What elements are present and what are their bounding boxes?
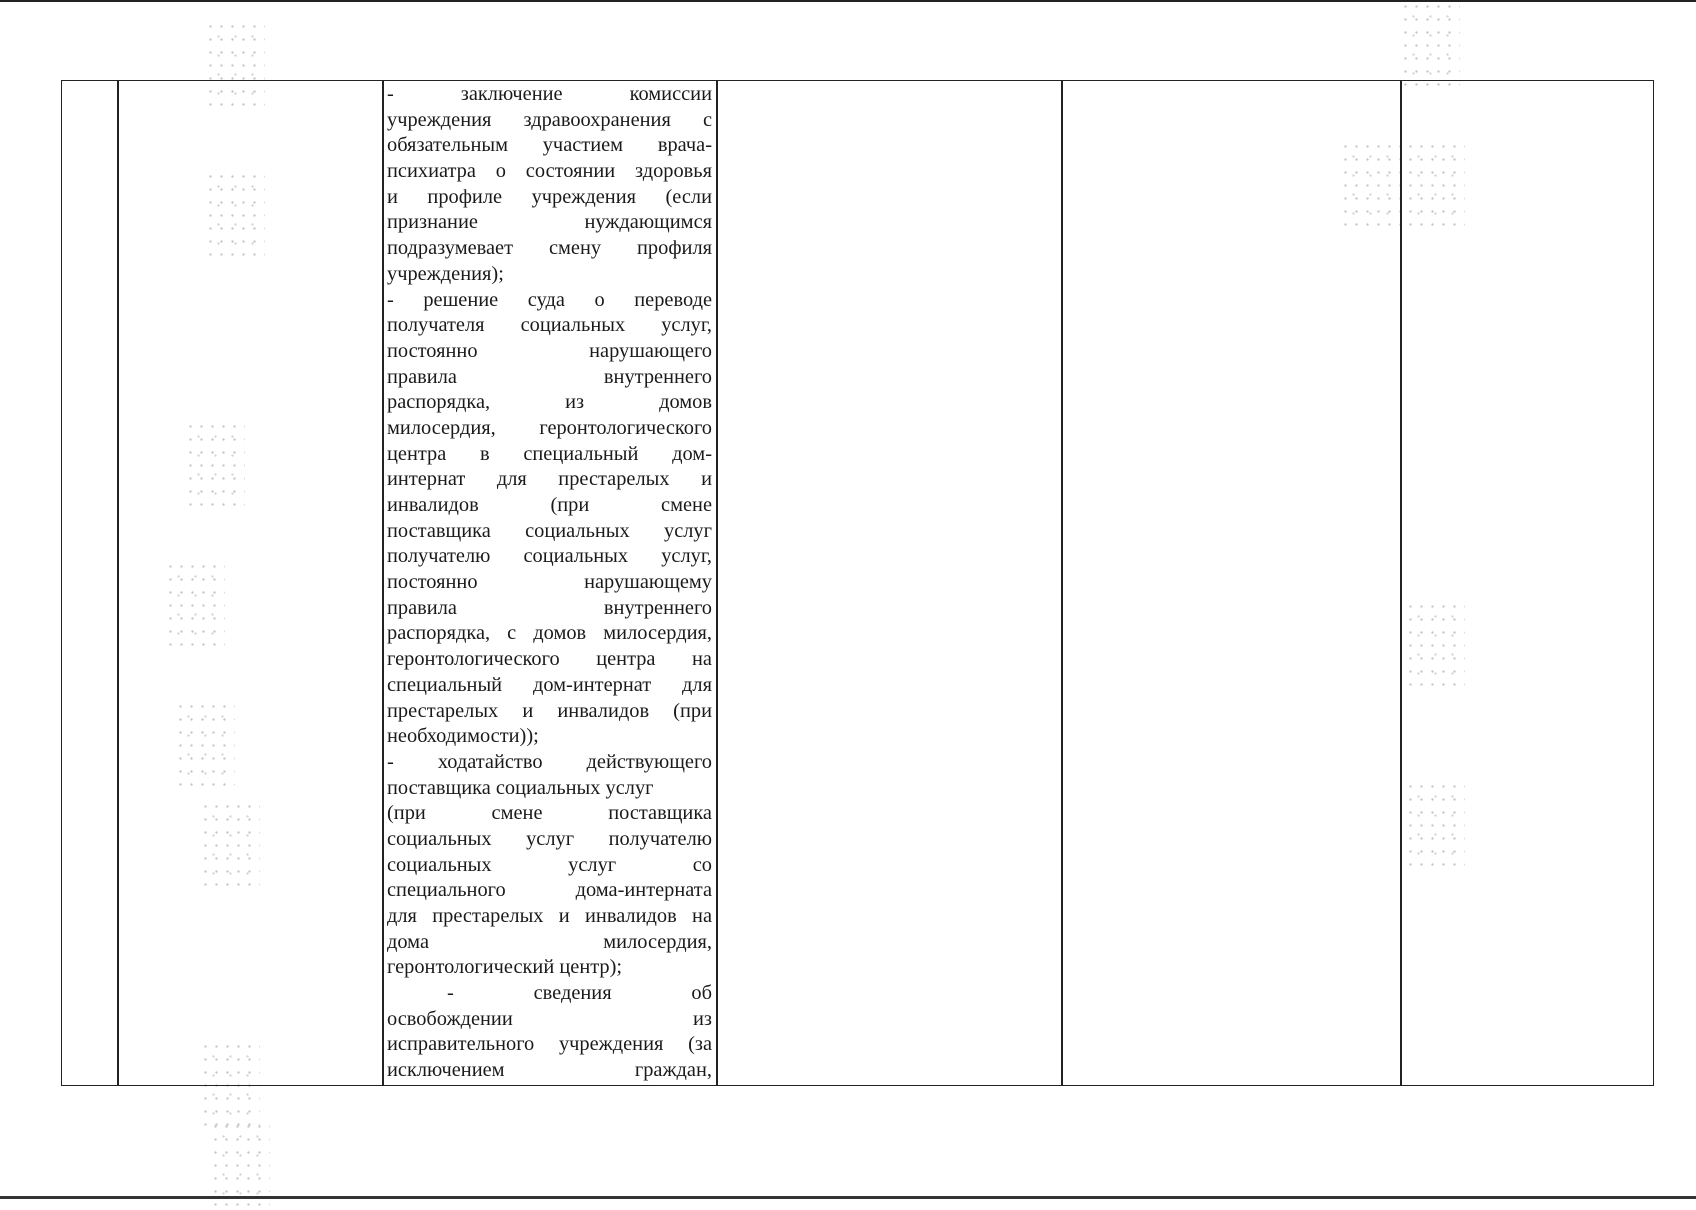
table-column-divider [1400, 80, 1402, 1086]
cell-text-line: учреждения здравоохранения с [387, 108, 712, 131]
cell-text-line: дома милосердия, [387, 930, 712, 953]
cell-text-line: необходимости)); [387, 725, 539, 748]
cell-text-line: постоянно нарушающего [387, 339, 712, 362]
cell-text-line: распорядка, с домов милосердия, [387, 622, 712, 645]
cell-text-line: интернат для престарелых и [387, 468, 712, 491]
scan-noise [210, 1120, 270, 1210]
table-column-divider [1061, 80, 1063, 1086]
cell-text-line: - сведения об [447, 982, 712, 1005]
cell-text-line: поставщика социальных услуг [387, 776, 654, 799]
table-column-divider [382, 80, 384, 1086]
cell-text-line: поставщика социальных услуг [387, 519, 712, 542]
cell-text-line: исключением граждан, [387, 1059, 712, 1082]
cell-text-line: и профиле учреждения (если [387, 185, 712, 208]
cell-text-line: освобождении из [387, 1007, 712, 1030]
cell-text-line: инвалидов (при смене [387, 494, 712, 516]
cell-text-line: милосердия, геронтологического [387, 416, 712, 439]
cell-text-line: учреждения); [387, 262, 504, 285]
table-frame [61, 80, 1654, 1086]
table-cell-conditions [387, 82, 712, 1085]
cell-text-line: - решение суда о переводе [387, 288, 712, 311]
cell-text-line: исправительного учреждения (за [387, 1033, 712, 1056]
cell-text-line: постоянно нарушающему [387, 571, 712, 594]
cell-text-line: - заключение комиссии [387, 83, 712, 105]
cell-text-line: распорядка, из домов [387, 391, 712, 414]
cell-text-line: геронтологический центр); [387, 956, 623, 979]
cell-text-line: получателя социальных услуг, [387, 314, 712, 337]
cell-text-line: престарелых и инвалидов (при [387, 699, 712, 722]
cell-text-line: (при смене поставщика [387, 802, 712, 825]
cell-text-line: социальных услуг со [387, 853, 712, 876]
cell-text-line: для престарелых и инвалидов на [387, 905, 712, 927]
cell-text-line: центра в специальный дом- [387, 442, 712, 465]
cell-text-line: специальный дом-интернат для [387, 673, 712, 696]
cell-text-line: - ходатайство действующего [387, 750, 712, 773]
cell-text-line: признание нуждающимся [387, 211, 712, 234]
table-column-divider [716, 80, 718, 1086]
cell-text-line: подразумевает смену профиля [387, 237, 712, 260]
cell-text-line: специального дома-интерната [387, 879, 712, 902]
cell-text-line: получателю социальных услуг, [387, 545, 712, 568]
cell-text-line: правила внутреннего [387, 365, 712, 388]
cell-text-line: геронтологического центра на [387, 648, 712, 671]
table-column-divider [117, 80, 119, 1086]
scan-noise [1400, 0, 1460, 90]
cell-text-line: психиатра о состоянии здоровья [387, 160, 712, 183]
cell-text-line: обязательным участием врача- [387, 134, 712, 157]
cell-text-line: социальных услуг получателю [387, 827, 712, 850]
cell-text-line: правила внутреннего [387, 596, 712, 619]
